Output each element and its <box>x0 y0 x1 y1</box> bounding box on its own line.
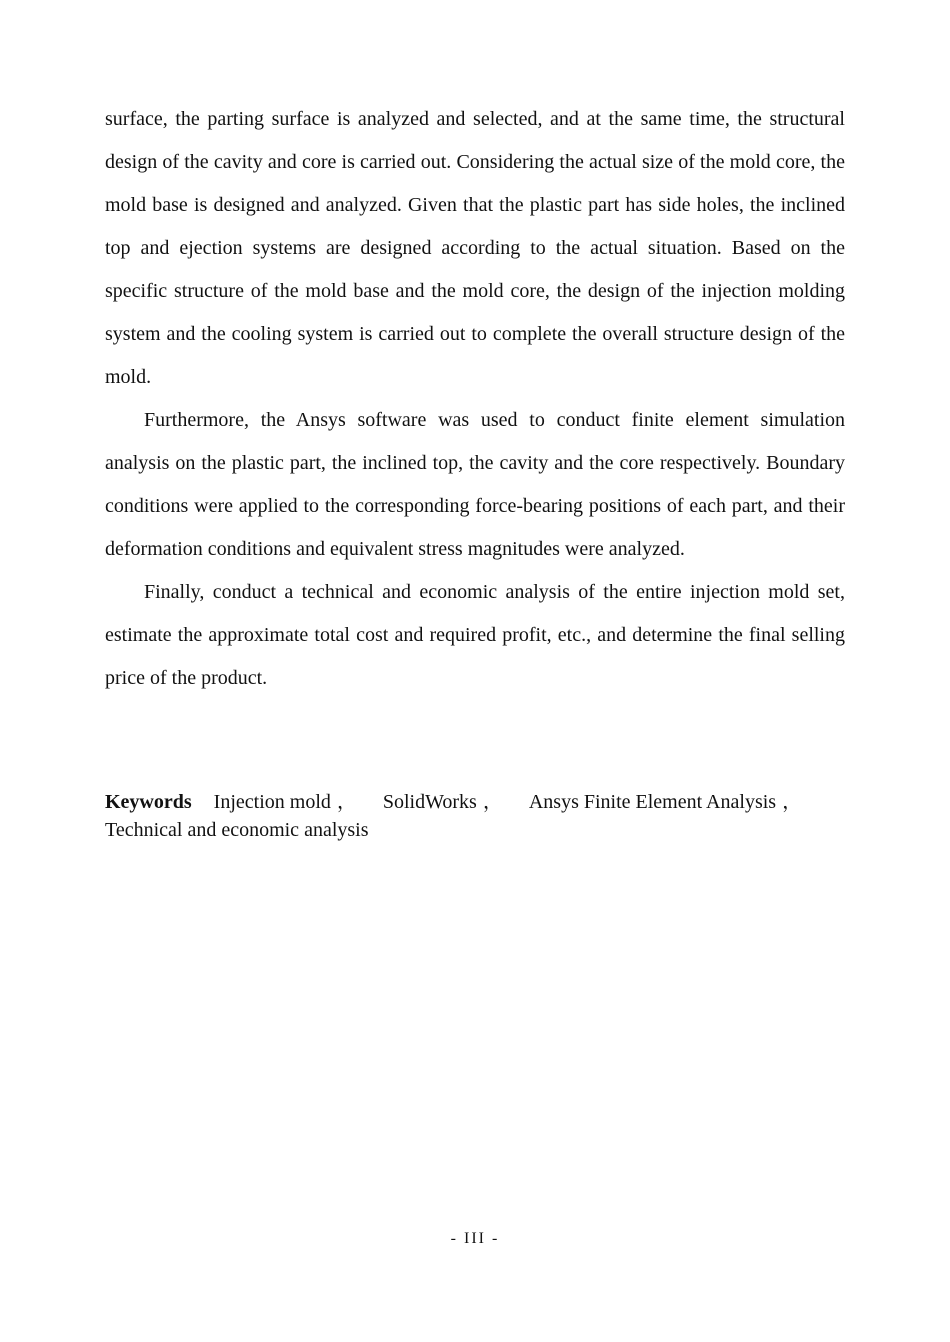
keyword-item: Injection mold <box>213 791 331 813</box>
paragraph-2: Furthermore, the Ansys software was used to conduct finite element simulation analysis on the plastic part, the inclined top, the cavity and the core respectively. Boundary conditions were applied to the corresponding force-bearing positions of each part, and their deformation conditions and equivalent stress magnitudes were analyzed. <box>105 409 845 560</box>
keyword-separator: ， <box>336 791 357 813</box>
keyword-item: SolidWorks <box>382 791 477 813</box>
keyword-separator: ， <box>782 791 803 813</box>
abstract-body <box>105 98 845 700</box>
paragraph-3: Finally, conduct a technical and economic analysis of the entire injection mold set, estimate the approximate total cost and required profit, etc., and determine the final selling price of the product. <box>105 581 845 689</box>
keyword-item: Technical and economic analysis <box>105 819 369 841</box>
keywords-label: Keywords <box>105 791 192 813</box>
keyword-separator: ， <box>482 791 503 813</box>
page-number: - III - <box>450 1230 500 1247</box>
paragraph-1: surface, the parting surface is analyzed and selected, and at the same time, the structural design of the cavity and core is carried out. Considering the actual size of the mold core, the mold base is designed and analyzed. Given that the plastic part has side holes, the inclined top and ejection systems are designed according to the actual situation. Based on the specific structure of the mold base and the mold core, the design of the injection molding system and the cooling system is carried out to complete the overall structure design of the mold. <box>105 108 845 388</box>
keywords-section <box>105 788 845 844</box>
keyword-item: Ansys Finite Element Analysis <box>528 791 777 813</box>
